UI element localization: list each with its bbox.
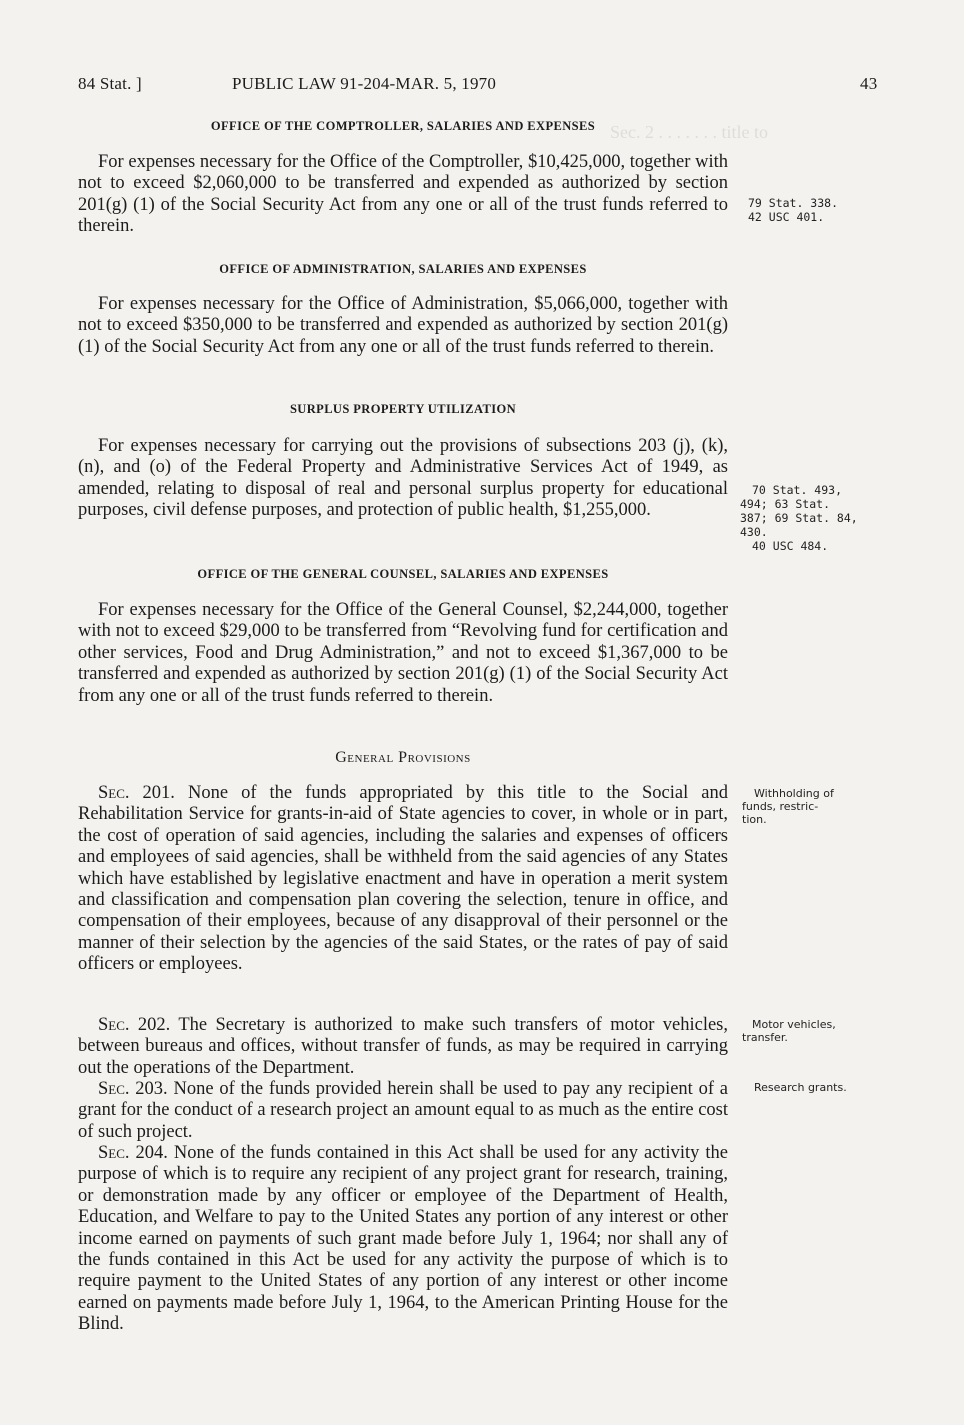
margin-note-line: 79 Stat. 338. [748, 196, 839, 210]
section-201 [78, 783, 728, 976]
section-204 [78, 1143, 728, 1336]
show-through-decoration: Sec. 2 . . . . . . . title to [610, 122, 768, 142]
page-number: 43 [860, 74, 878, 93]
margin-note-line: Withholding of [754, 787, 834, 800]
margin-note-research-grants [754, 1081, 874, 1094]
margin-note-line: 42 USC 401. [748, 210, 825, 224]
paragraph-general-counsel: For expenses necessary for the Office of the General Counsel, $2,244,000, together with not to exceed $29,000 to be transferred from “Revolving fund for certification and other services, Food and Drug Administration,” and not to exceed $1,367,000 to be transferred and expended as authorized by section 201(g) (1) of the Social Security Act from any one or all of the trust funds referred to therein. [78, 600, 728, 706]
section-202-label: Sec. 202. [98, 1015, 171, 1035]
margin-note-withholding [742, 787, 862, 826]
section-201-label: Sec. 201. [98, 783, 175, 803]
margin-note-line: 494; 63 Stat. [740, 497, 831, 511]
margin-note-line: 70 Stat. 493, [752, 483, 843, 497]
paragraph-administration: For expenses necessary for the Office of Administration, $5,066,000, together with not to exceed $350,000 to be transferred and expended as authorized by section 201(g) (1) of the Social Security Act from any one or all of the trust funds referred to therein. [78, 294, 728, 357]
paragraph-comptroller: For expenses necessary for the Office of the Comptroller, $10,425,000, together with not to exceed $2,060,000 to be transferred and expended as authorized by section 201(g) (1) of the Social Security Act from any one or all of the trust funds referred to therein. [78, 152, 728, 237]
section-203-text: None of the funds provided herein shall be used to pay any recipient of a grant for the conduct of a research project an amount equal to as much as the entire cost of such project. [78, 1079, 729, 1142]
section-202-text: The Secretary is authorized to make such transfers of motor vehicles, between bureaus and offices, without transfer of funds, as may be required in carrying out the operations of the Department. [78, 1015, 728, 1078]
section-204-text: None of the funds contained in this Act shall be used for any activity the purpose of which is to require any recipient of any project grant for research, training, or demonstration made by any officer or employee of the Department of Health, Education, and Welfare to pay to the United States any portion of any interest or other income earned on payments of such grant made before July 1, 1964; nor shall any of the funds contained in this Act be used for any activity the purpose of which is to require payment to the United States of any portion of any interest or other income earned on payments made before July 1, 1964, to the American Printing House for the Blind. [78, 1143, 728, 1335]
margin-note-line: Motor vehicles, [752, 1018, 836, 1031]
section-title-surplus-property: SURPLUS PROPERTY UTILIZATION [289, 402, 517, 416]
general-provisions-title: General Provisions [335, 749, 471, 766]
section-203-label: Sec. 203. [98, 1079, 168, 1099]
section-title-administration: OFFICE OF ADMINISTRATION, SALARIES AND EXPENSES [219, 262, 587, 276]
header-stat-reference: 84 Stat. ] [78, 74, 142, 93]
margin-note-line: funds, restric- [742, 800, 819, 813]
section-201-text: None of the funds appropriated by this title to the Social and Rehabilitation Service for grants-in-aid of State agencies to cover, in whole or in part, the cost of operation of said agencies, including the salaries and expenses of officers and employees of said agencies, shall be withheld from the said agencies of any States which have established by legislative enactment and have in operation a merit system and classification and compensation plan covering the selection, tenure in office, and compensation of their employees, because of any disapproval of their personnel or the manner of their selection by the agencies of the said States, or the rates of pay of said officers or employees. [78, 783, 729, 975]
margin-note-line: 387; 69 Stat. 84, [740, 511, 858, 525]
header-title: PUBLIC LAW 91-204-MAR. 5, 1970 [232, 74, 497, 93]
margin-note-line: Research grants. [754, 1081, 847, 1094]
margin-note-line: transfer. [742, 1031, 788, 1044]
section-title-general-counsel: OFFICE OF THE GENERAL COUNSEL, SALARIES AND EXPENSES [197, 567, 609, 581]
paragraph-surplus-property: For expenses necessary for carrying out the provisions of subsections 203 (j), (k), (n), and (o) of the Federal Property and Administrative Services Act of 1949, as amended, relating to disposal of real and personal surplus property for educational purposes, civil defense purposes, and protection of public health, $1,255,000. [78, 436, 728, 521]
section-202 [78, 1015, 728, 1079]
margin-note-line: 40 USC 484. [752, 539, 829, 553]
section-title-comptroller: OFFICE OF THE COMPTROLLER, SALARIES AND EXPENSES [210, 119, 596, 133]
margin-note-line: tion. [742, 813, 767, 826]
margin-note-line: 430. [740, 525, 768, 539]
section-204-label: Sec. 204. [98, 1143, 168, 1163]
margin-note-motor-vehicles [742, 1018, 862, 1044]
section-203 [78, 1079, 728, 1143]
margin-note-citation-2 [740, 483, 860, 553]
margin-note-citation-1 [748, 196, 868, 224]
